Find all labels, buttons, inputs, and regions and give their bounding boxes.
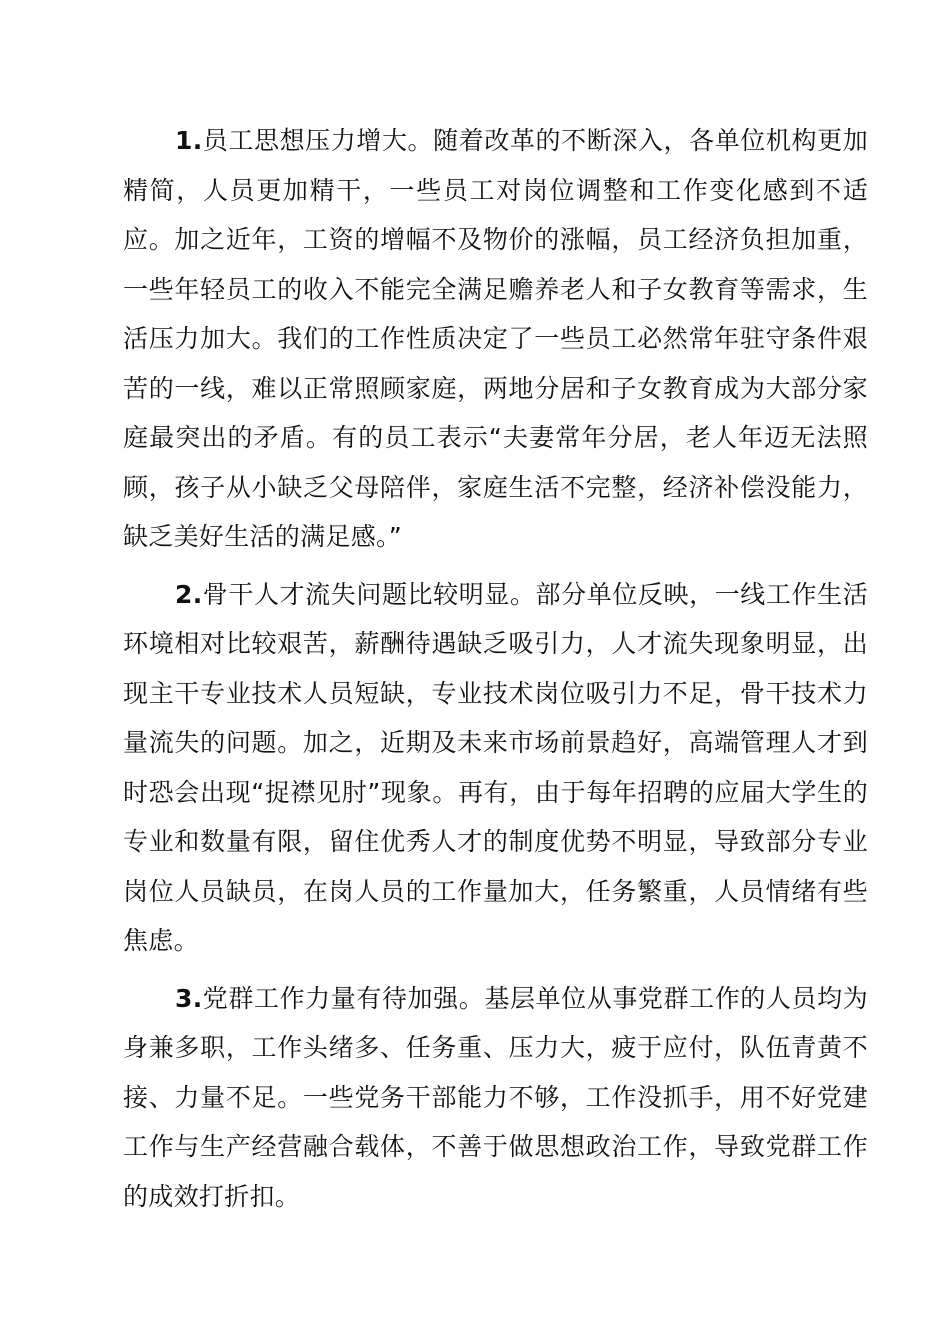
paragraph-2-number: 2. xyxy=(175,579,203,609)
paragraph-2 xyxy=(123,570,868,966)
paragraph-1-number: 1. xyxy=(175,126,203,155)
paragraph-1 xyxy=(123,116,868,562)
paragraph-3-number: 3. xyxy=(175,983,203,1013)
paragraph-1-text: 员工思想压力增大。随着改革的不断深入，各单位机构更加精简，人员更加精干，一些员工对岗位调整和工作变化感到不适应。加之近年，工资的增幅不及物价的涨幅，员工经济负担加重，一些年轻员工的收入不能完全满足赡养老人和子女教育等需求，生活压力加大。我们的工作性质决定了一些员工必然常年驻守条件艰苦的一线，难以正常照顾家庭，两地分居和子女教育成为大部分家庭最突出的矛盾。有的员工表示“夫妻常年分居，老人年迈无法照顾，孩子从小缺乏父母陪伴，家庭生活不完整，经济补偿没能力，缺乏美好生活的满足感。” xyxy=(123,126,868,551)
paragraph-3 xyxy=(123,974,868,1222)
document-page xyxy=(123,116,868,1229)
paragraph-2-text: 骨干人才流失问题比较明显。部分单位反映，一线工作生活环境相对比较艰苦，薪酬待遇缺乏吸引力，人才流失现象明显，出现主干专业技术人员短缺，专业技术岗位吸引力不足，骨干技术力量流失的问题。加之，近期及未来市场前景趋好，高端管理人才到时恐会出现“捉襟见肘”现象。再有，由于每年招聘的应届大学生的专业和数量有限，留住优秀人才的制度优势不明显，导致部分专业岗位人员缺员，在岗人员的工作量加大，任务繁重，人员情绪有些焦虑。 xyxy=(123,579,868,955)
paragraph-3-text: 党群工作力量有待加强。基层单位从事党群工作的人员均为身兼多职，工作头绪多、任务重、压力大，疲于应付，队伍青黄不接、力量不足。一些党务干部能力不够，工作没抓手，用不好党建工作与生产经营融合载体，不善于做思想政治工作，导致党群工作的成效打折扣。 xyxy=(123,983,868,1211)
